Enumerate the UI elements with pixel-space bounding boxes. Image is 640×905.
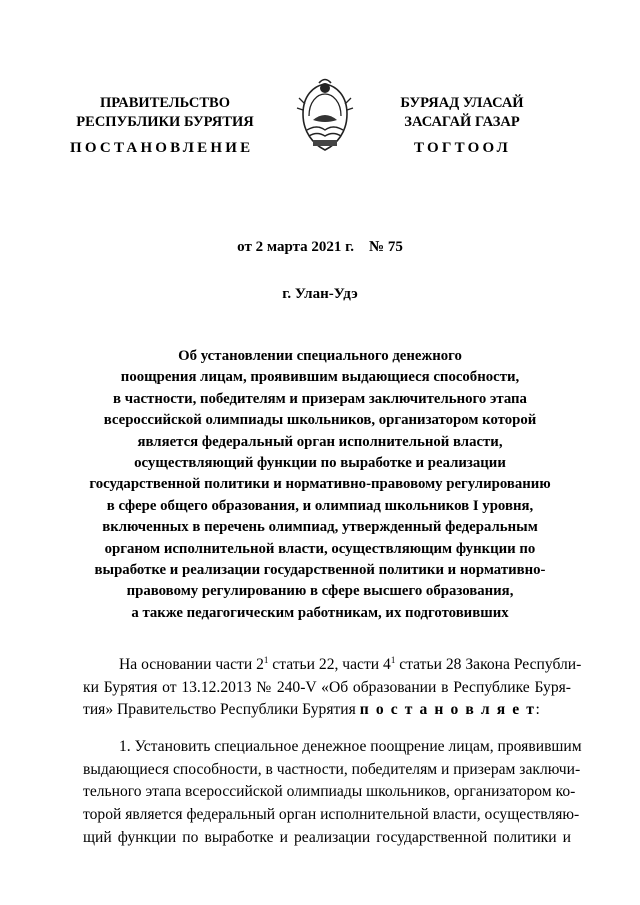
doctype-right: ТОГТООЛ: [414, 140, 511, 156]
coat-of-arms-emblem: [295, 74, 355, 158]
title-line: поощрения лицам, проявившим выдающиеся способности,: [120, 369, 520, 386]
header-left-line-2: РЕСПУБЛИКИ БУРЯТИЯ: [76, 114, 254, 130]
item-1-line: щий функции по выработке и реализации государственной политики и: [83, 829, 571, 846]
decrees-word: п о с т а н о в л я е т: [359, 701, 536, 718]
title-line: правовому регулированию в сфере высшего образования,: [126, 583, 514, 600]
preamble-line-2: ки Бурятия от 13.12.2013 № 240-V «Об образовании в Республике Буря-: [83, 679, 571, 696]
title-line: а также педагогическим работникам, их подготовивших: [131, 604, 509, 621]
coat-of-arms-icon: [295, 74, 355, 158]
header-right-line-2: ЗАСАГАЙ ГАЗАР: [404, 114, 520, 130]
title-line: всероссийской олимпиады школьников, организатором которой: [103, 412, 537, 429]
header-left-line-1: ПРАВИТЕЛЬСТВО: [100, 95, 230, 111]
header-right-line-1: БУРЯАД УЛАСАЙ: [400, 95, 524, 111]
doctype-left: ПОСТАНОВЛЕНИЕ: [70, 140, 254, 156]
preamble-line-1: На основании части $2^1$ статьи 22, части $4^1$ статьи 28 Закона Республи-: [119, 654, 582, 673]
header-left: [60, 94, 270, 132]
title-line: государственной политики и нормативно-правовому регулированию: [89, 476, 551, 493]
item-1-line: тельного этапа всероссийской олимпиады школьников, организатором ко-: [83, 783, 576, 800]
title-line: в сфере общего образования, и олимпиад школьников I уровня,: [106, 497, 534, 514]
title-line: выработке и реализации государственной политики и нормативно-: [94, 562, 546, 579]
item-1-line: выдающиеся способности, в частности, победителям и призерам заключи-: [83, 761, 581, 778]
item-1-line: торой является федеральный орган исполнительной власти, осуществляю-: [83, 806, 580, 823]
title-line: Об установлении специального денежного: [178, 348, 462, 364]
document-title: [70, 346, 570, 624]
title-line: включенных в перечень олимпиад, утвержденный федеральным: [102, 519, 538, 536]
header-right: [372, 94, 552, 132]
title-line: в частности, победителям и призерам заключительного этапа: [113, 390, 527, 407]
title-line: осуществляющий функции по выработке и реализации: [134, 455, 506, 472]
preamble-line-3: тия» Правительство Республики Бурятия п о с т а н о в л я е т:: [83, 701, 540, 718]
title-line: является федеральный орган исполнительной власти,: [137, 433, 503, 450]
title-line: органом исполнительной власти, осуществляющим функции по: [104, 540, 536, 557]
city: г. Улан-Удэ: [282, 286, 358, 302]
item-1-line: 1. Установить специальное денежное поощрение лицам, проявившим: [119, 738, 582, 755]
date-number: от 2 марта 2021 г. № 75: [237, 239, 403, 255]
